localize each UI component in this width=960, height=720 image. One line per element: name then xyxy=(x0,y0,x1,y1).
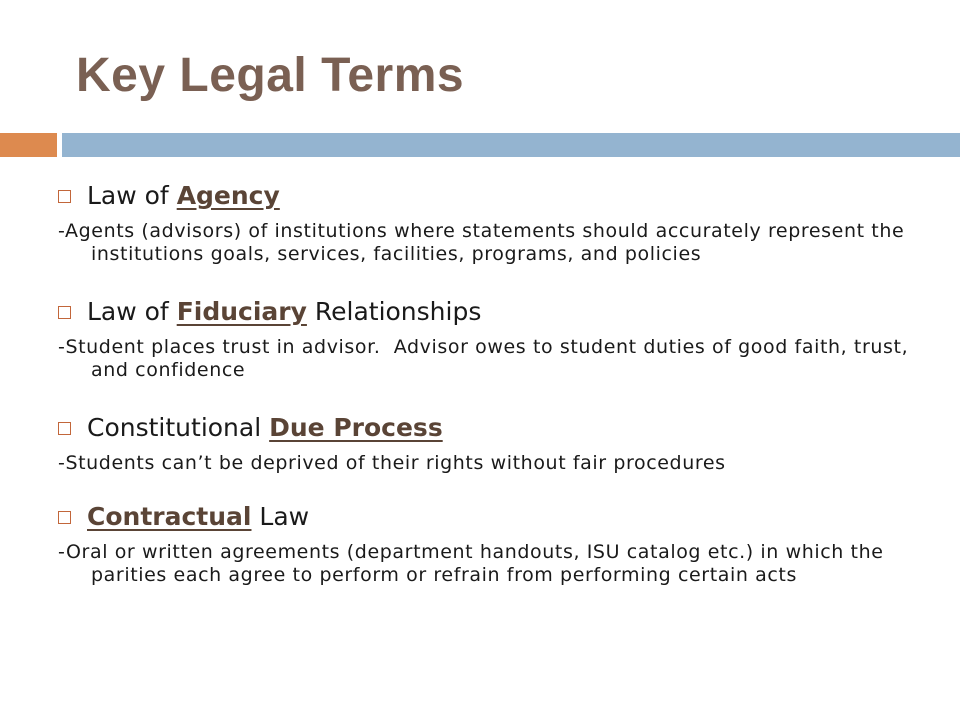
term-prefix: Law of xyxy=(87,181,177,210)
term-suffix: Law xyxy=(251,502,310,531)
square-bullet-icon xyxy=(58,306,71,319)
term-heading xyxy=(58,410,960,446)
term-item-agency xyxy=(0,178,960,266)
accent-bar-right xyxy=(62,133,960,157)
term-heading xyxy=(58,499,960,535)
accent-bar-left xyxy=(0,133,57,157)
slide-title: Key Legal Terms xyxy=(76,49,465,102)
term-prefix: Constitutional xyxy=(87,413,270,442)
term-prefix: Law of xyxy=(87,297,177,326)
term-heading xyxy=(58,294,960,330)
term-keyword: Contractual xyxy=(87,502,252,531)
term-description: -Agents (advisors) of institutions where statements should accurately represent the institutions goals, services, facilities, programs, and policies xyxy=(58,220,905,265)
term-item-fiduciary xyxy=(0,294,960,382)
square-bullet-icon xyxy=(58,422,71,435)
term-description: -Student places trust in advisor. Advisor owes to student duties of good faith, trust, and confidence xyxy=(58,336,915,381)
term-item-contractual xyxy=(0,499,960,587)
term-keyword: Due Process xyxy=(269,413,443,442)
term-item-due-process xyxy=(0,410,960,475)
square-bullet-icon xyxy=(58,511,71,524)
term-keyword: Agency xyxy=(176,181,280,210)
term-keyword: Fiduciary xyxy=(176,297,307,326)
term-suffix: Relationships xyxy=(306,297,482,326)
term-description: -Oral or written agreements (department handouts, ISU catalog etc.) in which the parities each agree to perform or refrain from performing certain acts xyxy=(58,541,884,586)
slide-content xyxy=(0,178,960,615)
term-description: -Students can’t be deprived of their rights without fair procedures xyxy=(58,452,726,474)
square-bullet-icon xyxy=(58,190,71,203)
term-heading xyxy=(58,178,960,214)
